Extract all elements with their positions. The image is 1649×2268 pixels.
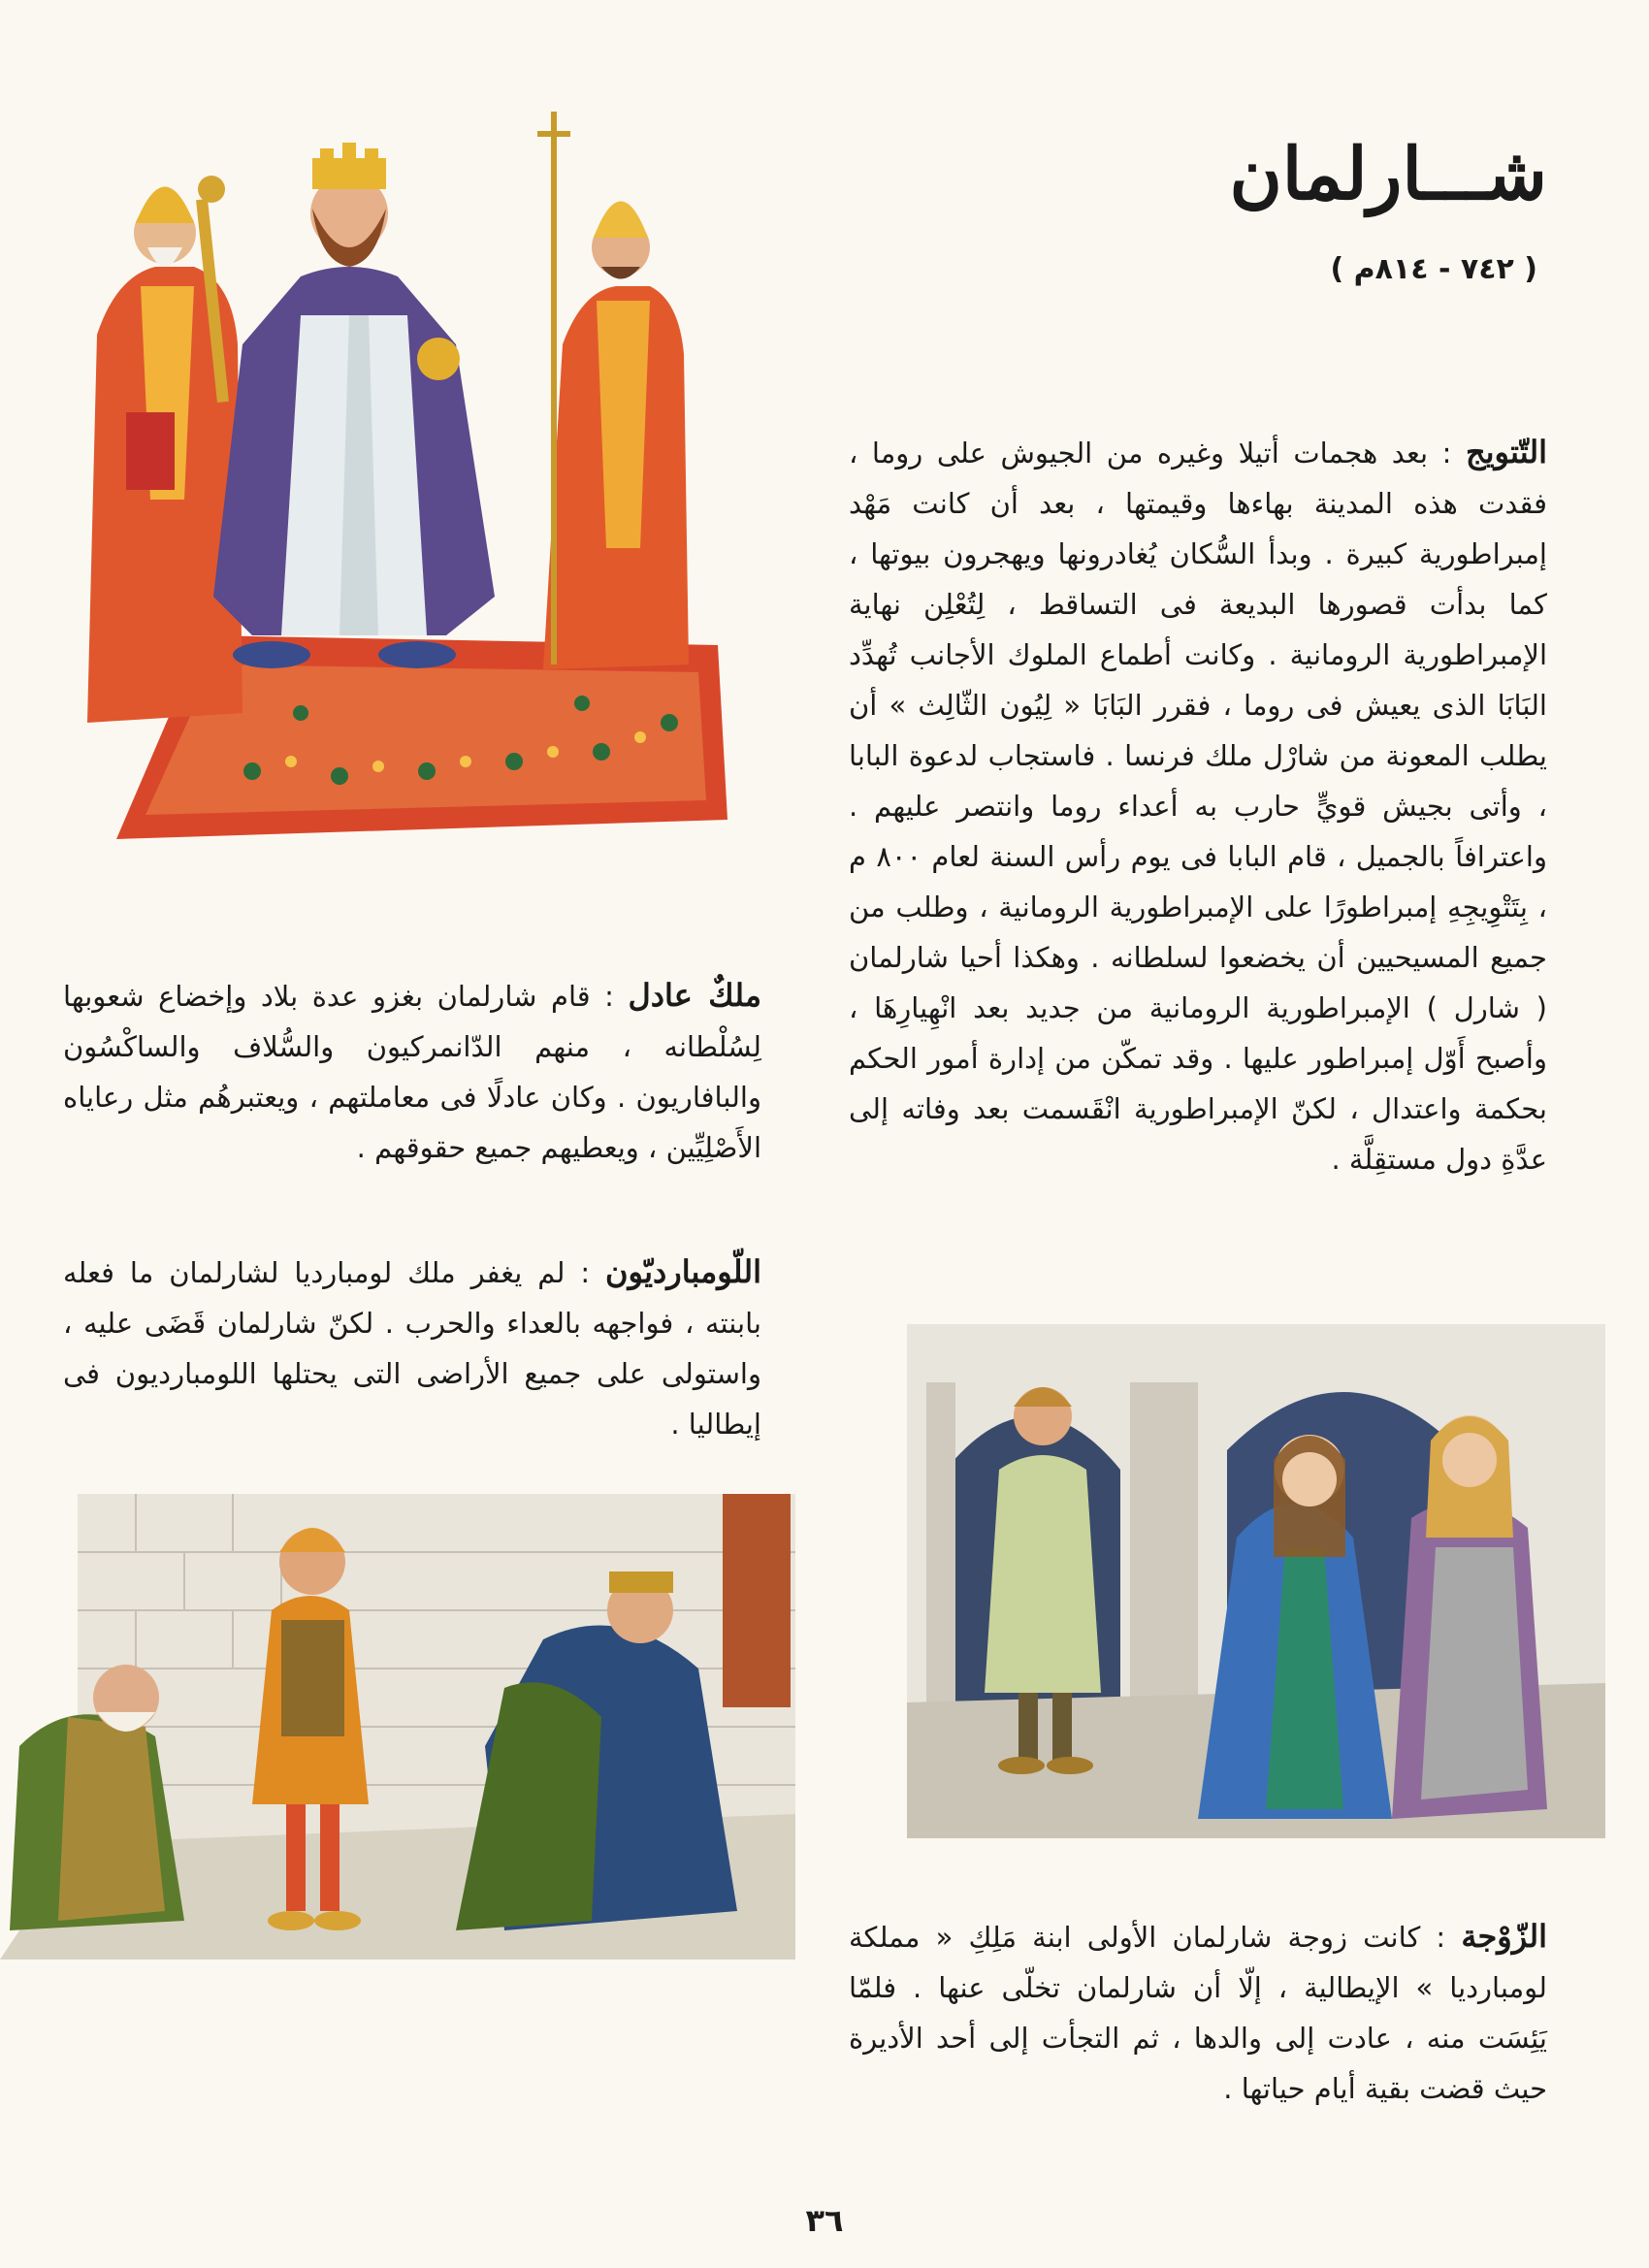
life-dates: ( ٧٤٢ - ٨١٤م ) bbox=[1330, 252, 1537, 286]
wife-scene-illustration bbox=[907, 1324, 1605, 1838]
just-king-body: : قام شارلمان بغزو عدة بلاد وإخضاع شعوبها لِسُلْطانه ، منهم الدّانمركيون والسُّلاف والساكْسُون والبافاريون . وكان عادلًا فى معاملتهم ، ويعتبرهُم مثل رعاياه الأَصْلِيِّين ، ويعطيهم جميع حقوقهم . bbox=[63, 980, 761, 1164]
coronation-section bbox=[849, 427, 1547, 1184]
lombards-section bbox=[63, 1247, 761, 1449]
coronation-heading: التّتويج bbox=[1465, 434, 1547, 470]
just-king-heading: ملكٌ عادل bbox=[628, 977, 761, 1014]
wife-heading: الزّوْجة bbox=[1461, 1918, 1547, 1955]
page-number: ٣٦ bbox=[805, 2202, 844, 2239]
lombard-scene-illustration bbox=[0, 1494, 795, 1960]
coronation-illustration bbox=[58, 92, 757, 849]
lombards-heading: اللّومبارديّون bbox=[605, 1253, 761, 1290]
wife-body: : كانت زوجة شارلمان الأولى ابنة مَلِكِ « مملكة لومبارديا » الإيطالية ، إلّا أن شارلمان تخلّى عنها . فلمّا يَئِسَت منه ، عادت إلى والدها ، ثم التجأت إلى أحد الأديرة حيث قضت بقية أيام حياتها . bbox=[849, 1921, 1547, 2105]
page-title: شـــارلمان bbox=[1229, 133, 1547, 216]
lombards-body: : لم يغفر ملك لومبارديا لشارلمان ما فعله بابنته ، فواجهه بالعداء والحرب . لكنّ شارلمان قَضَى عليه ، واستولى على جميع الأراضى التى يحتلها اللومبارديون فى إيطاليا . bbox=[63, 1256, 761, 1441]
wife-section bbox=[849, 1911, 1547, 2114]
just-king-section bbox=[63, 970, 761, 1173]
coronation-body: : بعد هجمات أتيلا وغيره من الجيوش على روما ، فقدت هذه المدينة بهاءها وقيمتها ، بعد أن كانت مَهْد إمبراطورية كبيرة . وبدأ السُّكان يُغادرونها ويهجرون بيوتها ، كما بدأت قصورها البديعة فى التساقط ، لِتُعْلِن نهاية الإمبراطورية الرومانية . وكانت أطماع الملوك الأجانب تُهدِّد البَابَا الذى يعيش فى روما ، فقرر البَابَا « لِيُون الثّالِث » أن يطلب المعونة من شارْل ملك فرنسا . فاستجاب لدعوة البابا ، وأتى بجيش قويٍّ حارب به أعداء روما وانتصر عليهم . واعترافاً بالجميل ، قام البابا فى يوم رأس السنة لعام ٨٠٠ م ، بِتَتْوِيجِهِ إمبراطورًا على الإمبراطورية الرومانية ، وطلب من جميع المسيحيين أن يخضعوا لسلطانه . وهكذا أحيا شارلمان ( شارل ) الإمبراطورية الرومانية من جديد بعد انْهِيارِهَا ، وأصبح أَوّل إمبراطور عليها . وقد تمكّن من إدارة أمور الحكم بحكمة واعتدال ، لكنّ الإمبراطورية انْقَسمت بعد وفاته إلى عدَّةِ دول مستقِلَّة . bbox=[849, 437, 1547, 1176]
